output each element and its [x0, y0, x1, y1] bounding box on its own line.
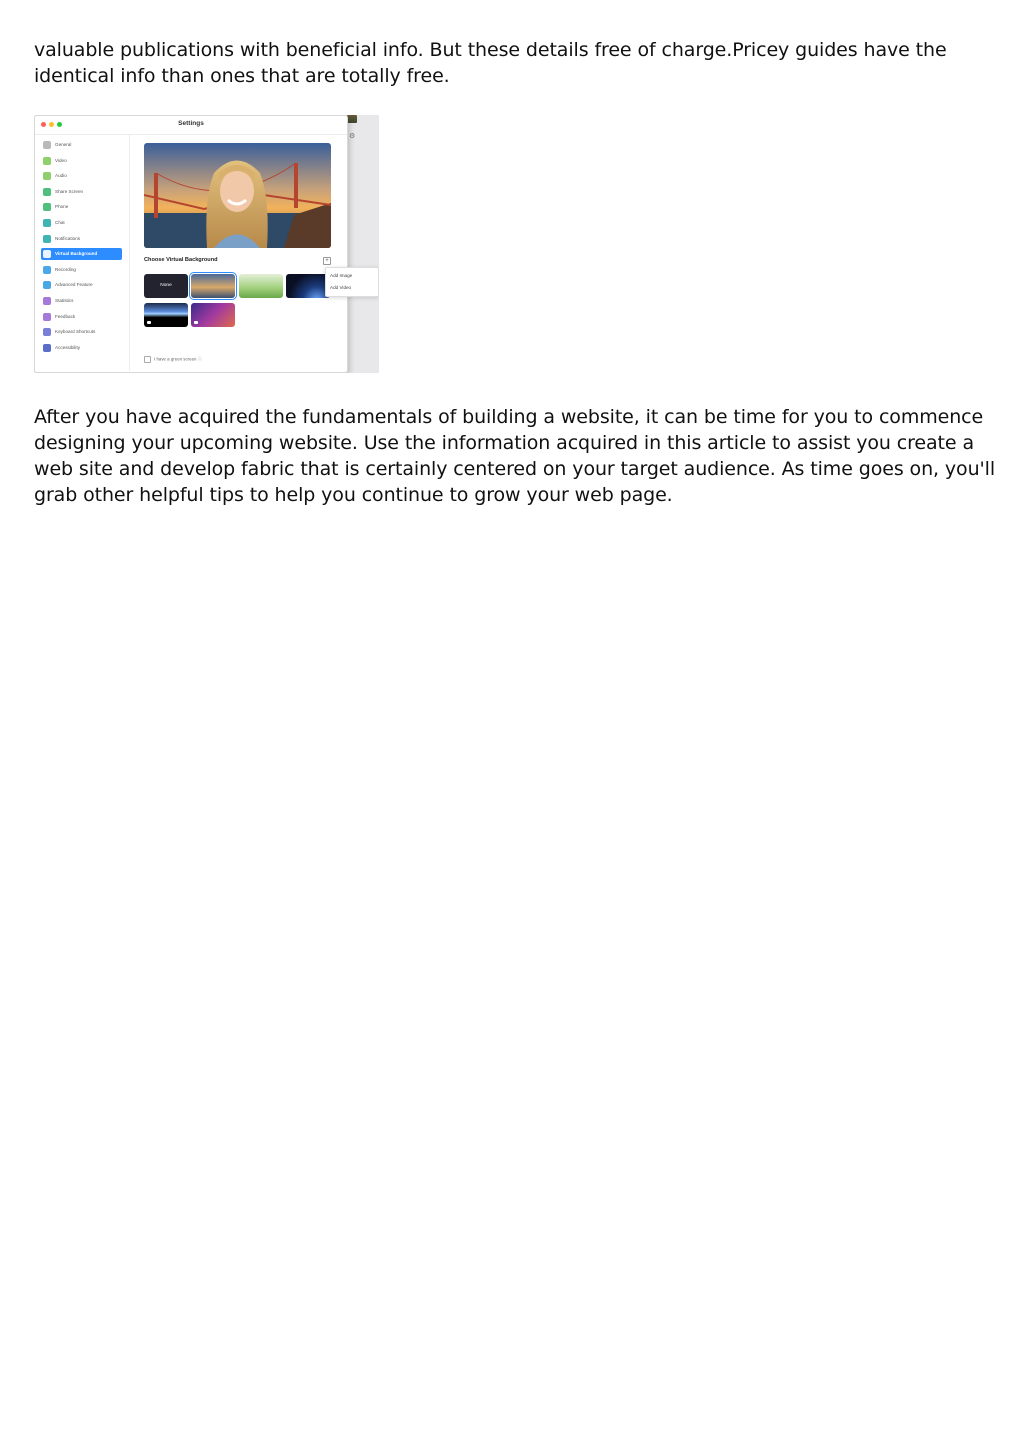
sidebar-item-feedback[interactable]	[41, 311, 122, 323]
sidebar-item-label: Virtual Background	[55, 251, 98, 257]
sidebar-item-chat[interactable]	[41, 217, 122, 229]
settings-window	[34, 115, 348, 373]
settings-sidebar	[35, 135, 130, 371]
background-tile-grass[interactable]	[239, 274, 283, 298]
sidebar-item-label: Chat	[55, 220, 65, 225]
sidebar-item-general[interactable]	[41, 139, 122, 151]
sidebar-item-audio[interactable]	[41, 170, 122, 182]
sidebar-item-label: Keyboard Shortcuts	[55, 329, 96, 335]
share-screen-icon	[43, 188, 51, 196]
sidebar-item-label: Audio	[55, 173, 67, 179]
video-icon	[43, 157, 51, 165]
sidebar-item-label: General	[55, 142, 72, 147]
choose-background-label: Choose Virtual Background	[144, 257, 218, 263]
add-image-menu-item[interactable]: Add Image	[330, 273, 353, 278]
sidebar-item-video[interactable]	[41, 155, 122, 167]
help-icon: ⓘ	[197, 356, 203, 362]
sidebar-item-phone[interactable]	[41, 201, 122, 213]
background-tile-bridge[interactable]	[191, 274, 235, 298]
gear-icon	[43, 141, 51, 149]
sidebar-item-statistics[interactable]	[41, 295, 122, 307]
green-screen-label: I have a green screen	[154, 356, 197, 362]
sidebar-item-label: Statistics	[55, 298, 74, 303]
bell-icon	[43, 235, 51, 243]
feedback-icon	[43, 313, 51, 321]
article-paragraph-intro: valuable publications with beneficial info. But these details free of charge.Pricey guides have the identical info than ones that are totally free.	[34, 39, 947, 87]
video-icon	[194, 321, 198, 324]
sidebar-item-keyboard-shortcuts[interactable]	[41, 326, 122, 338]
sidebar-item-recording[interactable]	[41, 264, 122, 276]
record-icon	[43, 266, 51, 274]
sidebar-item-label: Share Screen	[55, 188, 84, 194]
title-bar	[35, 116, 347, 135]
sidebar-item-label: Feedback	[55, 313, 76, 319]
person-icon	[43, 250, 51, 258]
sidebar-item-label: Advanced Feature	[55, 282, 93, 288]
background-tile-none[interactable]: None	[144, 274, 188, 298]
green-screen-checkbox[interactable]	[144, 356, 151, 363]
sidebar-item-notifications[interactable]	[41, 233, 122, 245]
keyboard-icon	[43, 328, 51, 336]
background-tile-earth[interactable]	[286, 274, 330, 298]
sidebar-item-label: Accessibility	[55, 344, 81, 350]
settings-screenshot	[34, 115, 379, 373]
sidebar-item-virtual-background[interactable]	[41, 248, 122, 260]
advanced-icon	[43, 281, 51, 289]
sidebar-item-accessibility[interactable]	[41, 342, 122, 354]
phone-icon	[43, 203, 51, 211]
background-tile-horizon-video[interactable]	[144, 303, 188, 327]
accessibility-icon	[43, 344, 51, 352]
sidebar-item-label: Recording	[55, 266, 76, 272]
window-title: Settings	[178, 120, 204, 127]
avatar	[347, 115, 357, 123]
background-preview	[144, 143, 331, 248]
add-background-menu	[325, 267, 379, 297]
sidebar-item-label: Notifications	[55, 235, 81, 241]
sidebar-item-label: Video	[55, 157, 67, 163]
headphones-icon	[43, 172, 51, 180]
add-video-menu-item[interactable]: Add Video	[330, 285, 352, 290]
gear-icon: ⚙	[349, 133, 356, 140]
green-screen-option[interactable]	[144, 356, 202, 363]
sidebar-item-share-screen[interactable]	[41, 186, 122, 198]
article-paragraph-conclusion: After you have acquired the fundamentals of building a website, it can be time for you to commence designing your upcoming website. Use the information acquired in this article to assist you create a web site and develop fabric that is certainly centered on your target audience. As time goes on, you'll grab other helpful tips to help you continue to grow your web page.	[34, 406, 995, 506]
background-tile-aurora-video[interactable]	[191, 303, 235, 327]
statistics-icon	[43, 297, 51, 305]
video-icon	[147, 321, 151, 324]
sidebar-item-label: Phone	[55, 204, 69, 210]
add-background-button[interactable]: +	[323, 257, 331, 265]
chat-icon	[43, 219, 51, 227]
sidebar-item-advanced-feature[interactable]	[41, 279, 122, 291]
